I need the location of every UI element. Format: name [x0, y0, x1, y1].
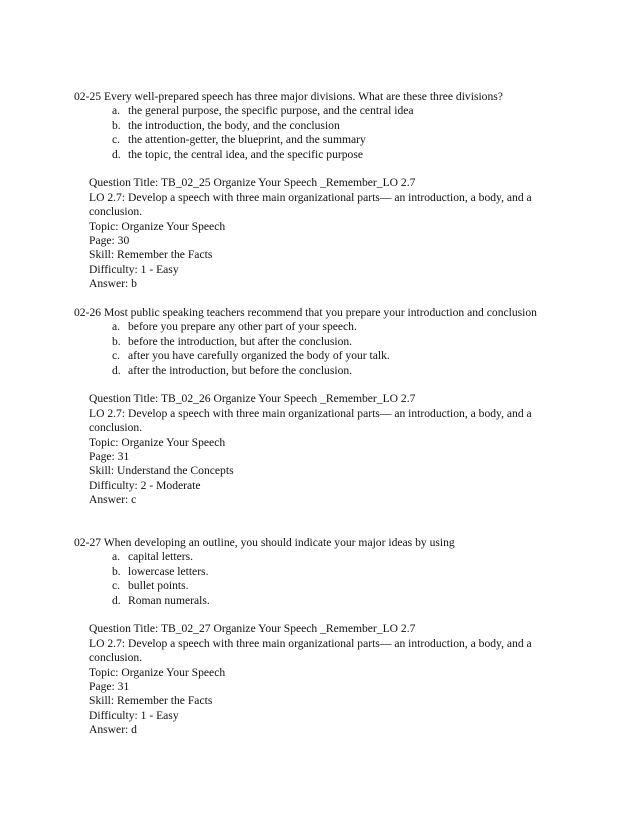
- option-text: the attention-getter, the blueprint, and the summary: [128, 133, 366, 147]
- option-text: Roman numerals.: [128, 593, 210, 607]
- option-letter: d.: [112, 363, 121, 377]
- difficulty: Difficulty: 1 - Easy: [89, 262, 179, 276]
- option-c: [74, 579, 574, 593]
- learning-objective: LO 2.7: Develop a speech with three main organizational parts— an introduction, a body, and a conclusion.: [89, 636, 532, 665]
- option-text: lowercase letters.: [128, 564, 209, 578]
- option-letter: a.: [112, 320, 121, 334]
- question-title: Question Title: TB_02_25 Organize Your Speech _Remember_LO 2.7: [89, 176, 416, 190]
- option-letter: d.: [112, 147, 121, 161]
- question-stem: 02-27 When developing an outline, you should indicate your major ideas by using: [74, 536, 455, 549]
- option-b: [74, 565, 574, 579]
- option-d: [74, 364, 574, 378]
- option-text: bullet points.: [128, 579, 189, 593]
- option-text: before you prepare any other part of your speech.: [128, 320, 357, 334]
- option-text: before the introduction, but after the conclusion.: [128, 334, 353, 348]
- question-02-25: [74, 90, 574, 292]
- question-stem: 02-25 Every well-prepared speech has three major divisions. What are these three divisions?: [74, 90, 503, 103]
- topic: Topic: Organize Your Speech: [89, 435, 226, 449]
- question-title: Question Title: TB_02_26 Organize Your Speech _Remember_LO 2.7: [89, 392, 416, 406]
- question-02-27: [74, 536, 574, 738]
- answer: Answer: d: [89, 723, 137, 737]
- page-reference: Page: 31: [89, 450, 130, 464]
- learning-objective: LO 2.7: Develop a speech with three main organizational parts— an introduction, a body, and a conclusion.: [89, 190, 532, 219]
- option-b: [74, 335, 574, 349]
- skill: Skill: Remember the Facts: [89, 694, 213, 708]
- skill: Skill: Understand the Concepts: [89, 464, 234, 478]
- option-a: [74, 104, 574, 118]
- option-text: the topic, the central idea, and the specific purpose: [128, 147, 363, 161]
- option-letter: b.: [112, 118, 121, 132]
- skill: Skill: Remember the Facts: [89, 248, 213, 262]
- topic: Topic: Organize Your Speech: [89, 665, 226, 679]
- question-metadata: [74, 622, 574, 737]
- option-c: [74, 349, 574, 363]
- option-letter: c.: [112, 579, 121, 593]
- option-letter: b.: [112, 564, 121, 578]
- option-b: [74, 119, 574, 133]
- option-text: after you have carefully organized the body of your talk.: [128, 349, 390, 363]
- option-a: [74, 550, 574, 564]
- option-letter: c.: [112, 349, 121, 363]
- option-letter: a.: [112, 104, 121, 118]
- option-letter: a.: [112, 550, 121, 564]
- answer-options: [74, 320, 574, 378]
- learning-objective: LO 2.7: Develop a speech with three main organizational parts— an introduction, a body, and a conclusion.: [89, 406, 532, 435]
- option-text: capital letters.: [128, 550, 194, 564]
- page-reference: Page: 31: [89, 680, 130, 694]
- option-text: after the introduction, but before the conclusion.: [128, 363, 353, 377]
- option-d: [74, 594, 574, 608]
- option-text: the general purpose, the specific purpose, and the central idea: [128, 104, 414, 118]
- topic: Topic: Organize Your Speech: [89, 219, 226, 233]
- answer: Answer: b: [89, 277, 137, 291]
- question-02-26: [74, 306, 574, 508]
- question-title: Question Title: TB_02_27 Organize Your Speech _Remember_LO 2.7: [89, 622, 416, 636]
- answer-options: [74, 550, 574, 608]
- option-c: [74, 133, 574, 147]
- option-letter: d.: [112, 593, 121, 607]
- option-text: the introduction, the body, and the conclusion: [128, 118, 340, 132]
- question-metadata: [74, 392, 574, 507]
- option-letter: c.: [112, 133, 121, 147]
- question-metadata: [74, 176, 574, 291]
- answer-options: [74, 104, 574, 162]
- difficulty: Difficulty: 2 - Moderate: [89, 478, 201, 492]
- page-reference: Page: 30: [89, 234, 130, 248]
- option-d: [74, 148, 574, 162]
- option-a: [74, 320, 574, 334]
- difficulty: Difficulty: 1 - Easy: [89, 708, 179, 722]
- option-letter: b.: [112, 334, 121, 348]
- answer: Answer: c: [89, 493, 137, 507]
- question-stem: 02-26 Most public speaking teachers recommend that you prepare your introduction and conclusion: [74, 306, 537, 319]
